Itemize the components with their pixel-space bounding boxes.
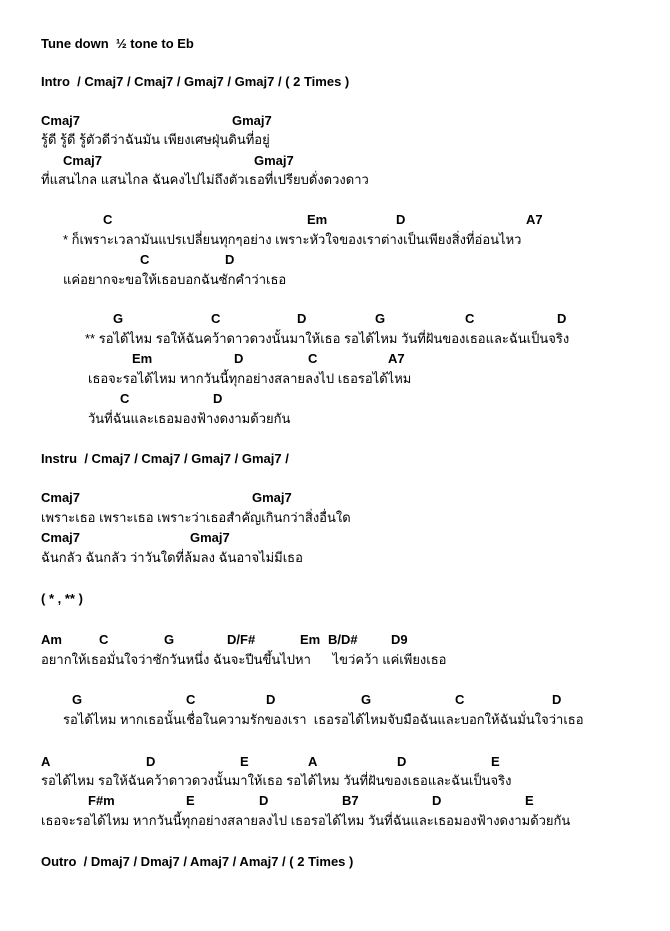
outro-line: Outro / Dmaj7 / Dmaj7 / Amaj7 / Amaj7 / ( 2 Times ) bbox=[41, 854, 354, 869]
chord: B/D# bbox=[328, 632, 358, 647]
chord: D bbox=[259, 793, 269, 808]
chord: C bbox=[103, 212, 113, 227]
chord: Em bbox=[307, 212, 328, 227]
chorus3-lyric-2: เธอจะรอได้ไหม หากวันนี้ทุกอย่างสลายลงไป เธอรอได้ไหม วันที่ฉันและเธอมองฟ้างดงามด้วยกัน bbox=[41, 813, 571, 828]
chord: G bbox=[361, 692, 372, 707]
chord: Em bbox=[300, 632, 321, 647]
intro-line: Intro / Cmaj7 / Cmaj7 / Gmaj7 / Gmaj7 / ( 2 Times ) bbox=[41, 74, 350, 89]
verse1-chord-row-1 bbox=[0, 111, 670, 131]
verse1-lyric-1: รู้ดี รู้ดี รู้ตัวดีว่าฉันมัน เพียงเศษฝุ่นดินที่อยู่ bbox=[41, 132, 270, 147]
chord: G bbox=[72, 692, 83, 707]
chord: A bbox=[308, 754, 318, 769]
verse2-lyric-1: เพราะเธอ เพราะเธอ เพราะว่าเธอสำคัญเกินกว่าสิ่งอื่นใด bbox=[41, 510, 351, 525]
chord: C bbox=[99, 632, 109, 647]
chorus3-chord-row-1 bbox=[0, 752, 670, 772]
chord: Gmaj7 bbox=[252, 490, 292, 505]
chord: D bbox=[146, 754, 156, 769]
bridge-chord-row bbox=[0, 630, 670, 650]
chord: C bbox=[211, 311, 221, 326]
chorus-lyric-2: เธอจะรอได้ไหม หากวันนี้ทุกอย่างสลายลงไป เธอรอได้ไหม bbox=[88, 371, 412, 386]
instrumental-line: Instru / Cmaj7 / Cmaj7 / Gmaj7 / Gmaj7 / bbox=[41, 451, 289, 466]
chorus-chord-row-3 bbox=[0, 389, 670, 409]
chord: B7 bbox=[342, 793, 359, 808]
chord: E bbox=[240, 754, 249, 769]
tuning-note: Tune down ½ tone to Eb bbox=[41, 36, 194, 51]
chord: F#m bbox=[88, 793, 115, 808]
chord: Cmaj7 bbox=[41, 490, 81, 505]
chord: C bbox=[308, 351, 318, 366]
chord: C bbox=[465, 311, 475, 326]
chord: D bbox=[397, 754, 407, 769]
verse2-lyric-2: ฉันกลัว ฉันกลัว ว่าวันใดที่ล้มลง ฉันอาจไม่มีเธอ bbox=[41, 550, 303, 565]
verse2-chord-row-2 bbox=[0, 528, 670, 548]
chord: D bbox=[234, 351, 244, 366]
chord: Gmaj7 bbox=[254, 153, 294, 168]
chord: C bbox=[455, 692, 465, 707]
chorus-chord-row-1 bbox=[0, 309, 670, 329]
chord: Cmaj7 bbox=[41, 113, 81, 128]
chord: D bbox=[557, 311, 567, 326]
chord: D bbox=[213, 391, 223, 406]
prechorus-lyric-2: แค่อยากจะขอให้เธอบอกฉันซักคำว่าเธอ bbox=[63, 272, 287, 287]
chorus-lyric-3: วันที่ฉันและเธอมองฟ้างดงามด้วยกัน bbox=[88, 411, 291, 426]
prechorus-chord-row-2 bbox=[0, 250, 670, 270]
chord: Gmaj7 bbox=[190, 530, 230, 545]
chord: D bbox=[225, 252, 235, 267]
chord: A7 bbox=[526, 212, 543, 227]
chorus-chord-row-2 bbox=[0, 349, 670, 369]
chord: Cmaj7 bbox=[41, 530, 81, 545]
chord: G bbox=[375, 311, 386, 326]
chord: C bbox=[120, 391, 130, 406]
chord: C bbox=[186, 692, 196, 707]
chorus3-lyric-1: รอได้ไหม รอให้ฉันคว้าดาวดวงนั้นมาให้เธอ รอได้ไหม วันที่ฝันของเธอและฉันเป็นจริง bbox=[41, 773, 512, 788]
chord: D bbox=[266, 692, 276, 707]
verse1-lyric-2: ที่แสนไกล แสนไกล ฉันคงไปไม่ถึงตัวเธอที่เปรียบดั่งดวงดาว bbox=[41, 172, 369, 187]
chord: D9 bbox=[391, 632, 408, 647]
chord: D/F# bbox=[227, 632, 256, 647]
chorus-lyric-1: ** รอได้ไหม รอให้ฉันคว้าดาวดวงนั้นมาให้เธอ รอได้ไหม วันที่ฝันของเธอและฉันเป็นจริง bbox=[85, 331, 570, 346]
chord: C bbox=[140, 252, 150, 267]
chord: A7 bbox=[388, 351, 405, 366]
chord: E bbox=[491, 754, 500, 769]
prechorus-chord-row-1 bbox=[0, 210, 670, 230]
repeat-marker: ( * , ** ) bbox=[41, 591, 83, 606]
chord: D bbox=[552, 692, 562, 707]
chord: G bbox=[164, 632, 175, 647]
chord: G bbox=[113, 311, 124, 326]
prechorus-lyric-1: * ก็เพราะเวลามันแปรเปลี่ยนทุกๆอย่าง เพราะหัวใจของเราต่างเป็นเพียงสิ่งที่อ่อนไหว bbox=[63, 232, 522, 247]
chord: Cmaj7 bbox=[63, 153, 103, 168]
chord: E bbox=[525, 793, 534, 808]
chord: Am bbox=[41, 632, 62, 647]
chord: D bbox=[432, 793, 442, 808]
chord: D bbox=[297, 311, 307, 326]
chord: Gmaj7 bbox=[232, 113, 272, 128]
chorus2-lyric: รอได้ไหม หากเธอนั้นเชื่อในความรักของเรา เธอรอได้ไหมจับมือฉันและบอกให้ฉันมั่นใจว่าเธอ bbox=[63, 712, 584, 727]
chorus2-chord-row bbox=[0, 690, 670, 710]
chorus3-chord-row-2 bbox=[0, 791, 670, 811]
chord: D bbox=[396, 212, 406, 227]
verse1-chord-row-2 bbox=[0, 151, 670, 171]
chord: A bbox=[41, 754, 51, 769]
bridge-lyric: อยากให้เธอมั่นใจว่าซักวันหนึ่ง ฉันจะปีนขึ้นไปหา ไขว่คว้า แค่เพียงเธอ bbox=[41, 652, 447, 667]
chord: Em bbox=[132, 351, 153, 366]
chord: E bbox=[186, 793, 195, 808]
verse2-chord-row-1 bbox=[0, 488, 670, 508]
